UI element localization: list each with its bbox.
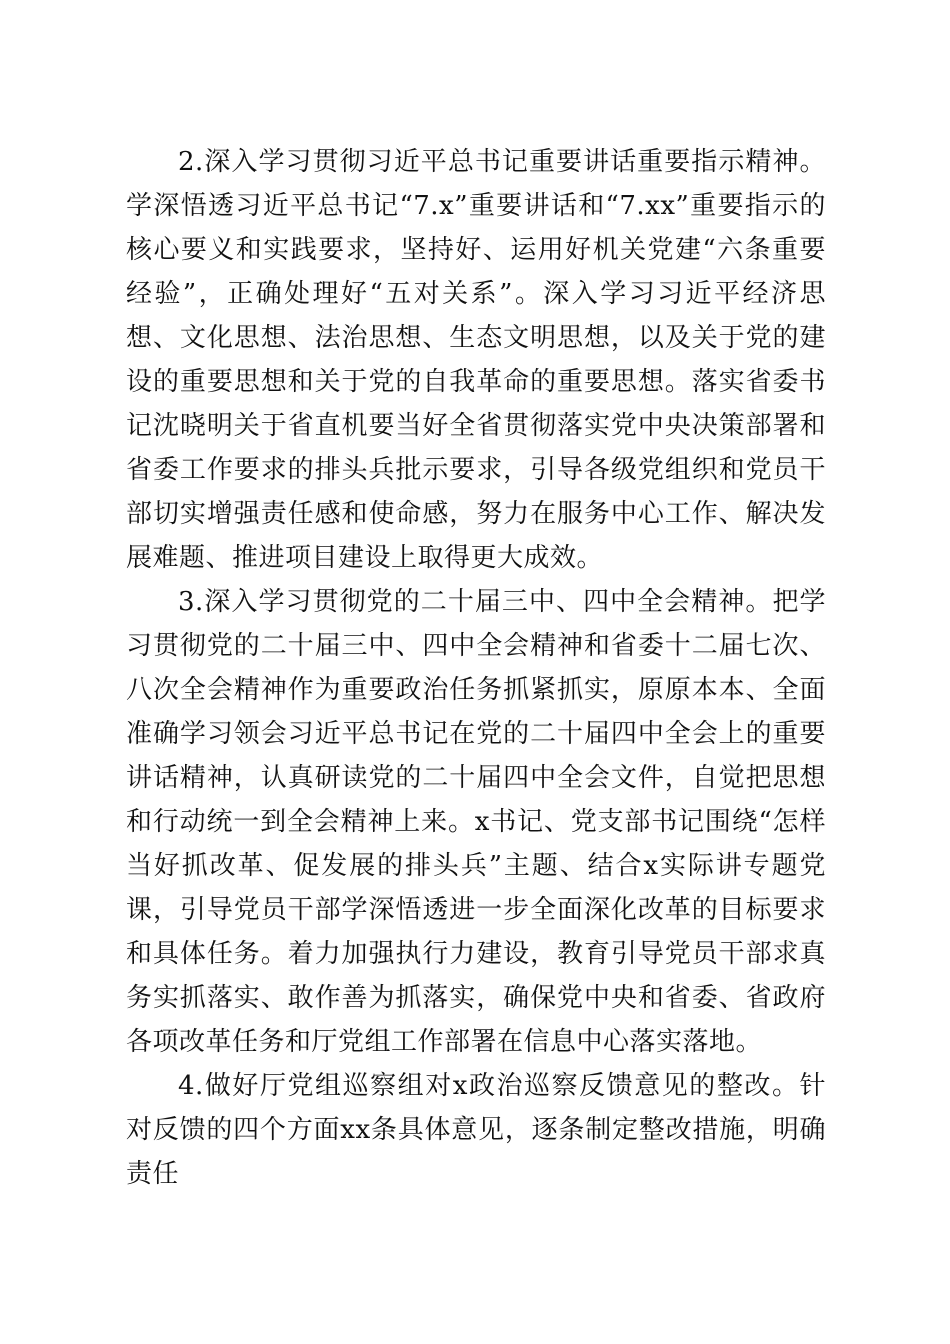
paragraph-4: 4.做好厅党组巡察组对x政治巡察反馈意见的整改。针对反馈的四个方面xx条具体意见，逐条制定整改措施，明确责任 [126,1071,826,1189]
paragraph-3: 3.深入学习贯彻党的二十届三中、四中全会精神。把学习贯彻党的二十届三中、四中全会精神和省委十二届七次、八次全会精神作为重要政治任务抓紧抓实，原原本本、全面准确学习领会习近平总书记在党的二十届四中全会上的重要讲话精神，认真研读党的二十届四中全会文件，自觉把思想和行动统一到全会精神上来。x书记、党支部书记围绕“怎样当好抓改革、促发展的排头兵”主题、结合x实际讲专题党课，引导党员干部学深悟透进一步全面深化改革的目标要求和具体任务。着力加强执行力建设，教育引导党员干部求真务实抓落实、敢作善为抓落实，确保党中央和省委、省政府各项改革任务和厅党组工作部署在信息中心落实落地。 [126,587,826,1057]
paragraph-2: 2.深入学习贯彻习近平总书记重要讲话重要指示精神。学深悟透习近平总书记“7.x”重要讲话和“7.xx”重要指示的核心要义和实践要求，坚持好、运用好机关党建“六条重要经验”，正确处理好“五对关系”。深入学习习近平经济思想、文化思想、法治思想、生态文明思想，以及关于党的建设的重要思想和关于党的自我革命的重要思想。落实省委书记沈晓明关于省直机要当好全省贯彻落实党中央决策部署和省委工作要求的排头兵批示要求，引导各级党组织和党员干部切实增强责任感和使命感，努力在服务中心工作、解决发展难题、推进项目建设上取得更大成效。 [126,147,826,573]
body-text [126,140,826,1196]
